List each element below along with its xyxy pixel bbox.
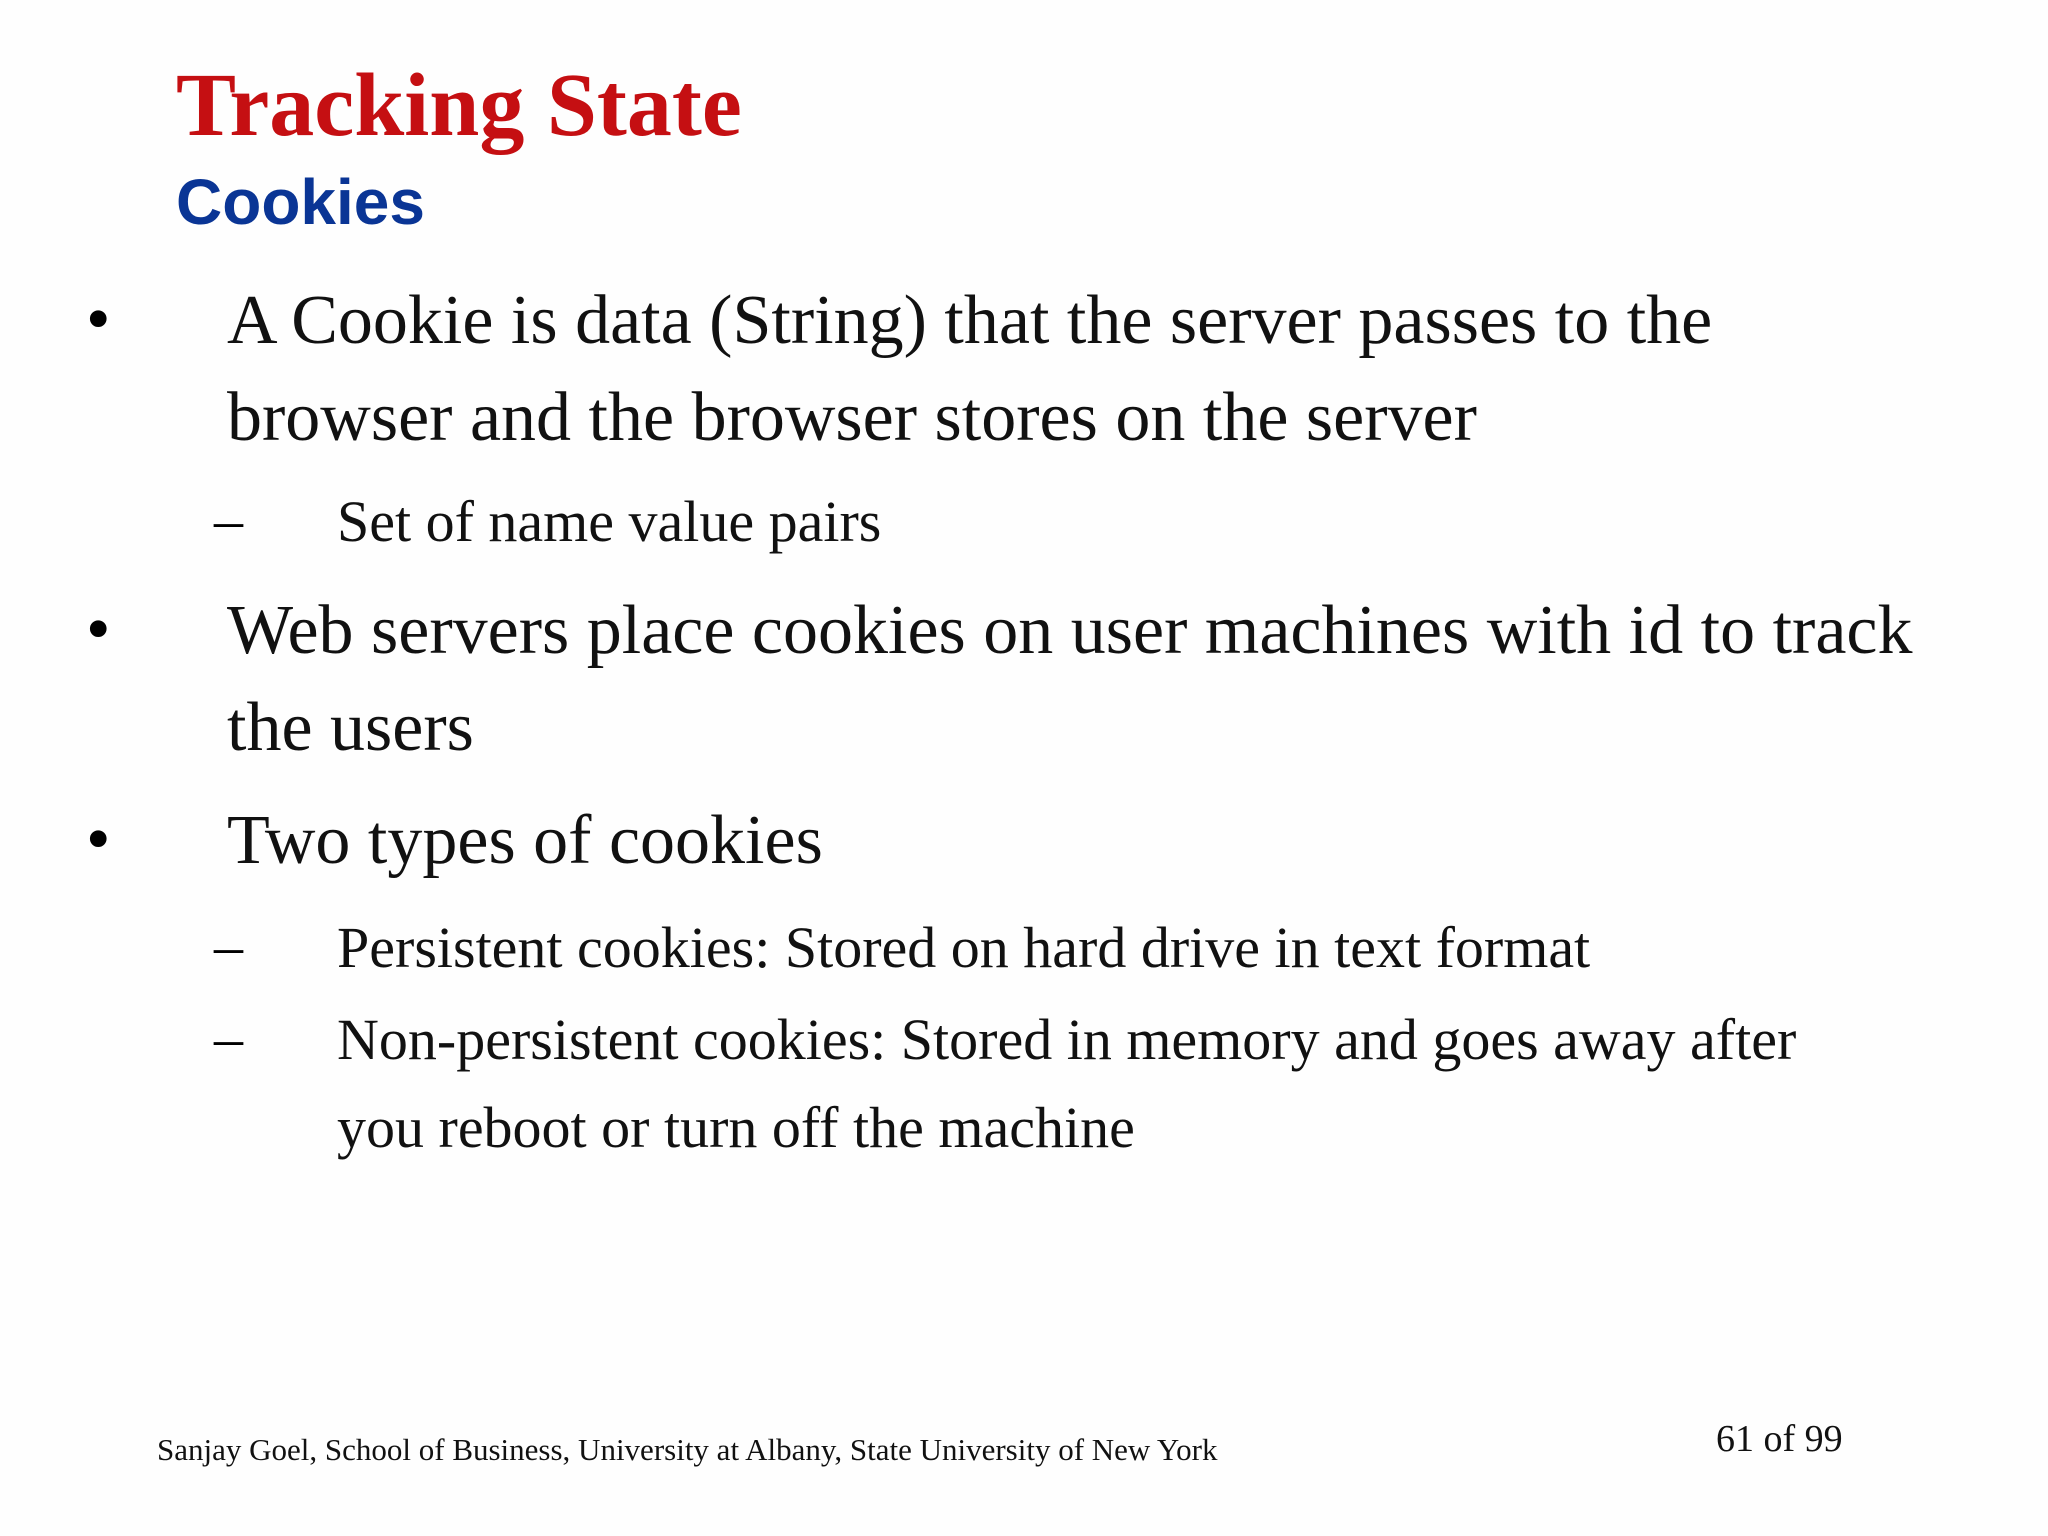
- sub-bullet-text: Persistent cookies: Stored on hard drive in text format: [337, 915, 1591, 980]
- bullet-marker: •: [86, 281, 111, 358]
- bullet-text: Web servers place cookies on user machines with id to track the users: [227, 592, 1913, 766]
- sub-bullet-text: Set of name value pairs: [337, 489, 882, 554]
- bullet-text: Two types of cookies: [227, 802, 823, 879]
- page-number: 61 of 99: [1716, 1418, 1843, 1460]
- sub-bullet-marker: –: [214, 487, 243, 552]
- sub-bullet-marker: –: [214, 1005, 243, 1070]
- bullet-marker: •: [86, 801, 111, 878]
- slide-title: Tracking State: [176, 56, 742, 155]
- sub-bullet-text: Non-persistent cookies: Stored in memory and goes away after you reboot or turn off the machine: [337, 1007, 1797, 1160]
- slide-subtitle: Cookies: [176, 166, 425, 238]
- bullet-text: A Cookie is data (String) that the server passes to the browser and the browser stores on the server: [227, 282, 1713, 456]
- footer-credit: Sanjay Goel, School of Business, University at Albany, State University of New York: [157, 1432, 1218, 1467]
- sub-bullet-marker: –: [214, 913, 243, 978]
- bullet-marker: •: [86, 591, 111, 668]
